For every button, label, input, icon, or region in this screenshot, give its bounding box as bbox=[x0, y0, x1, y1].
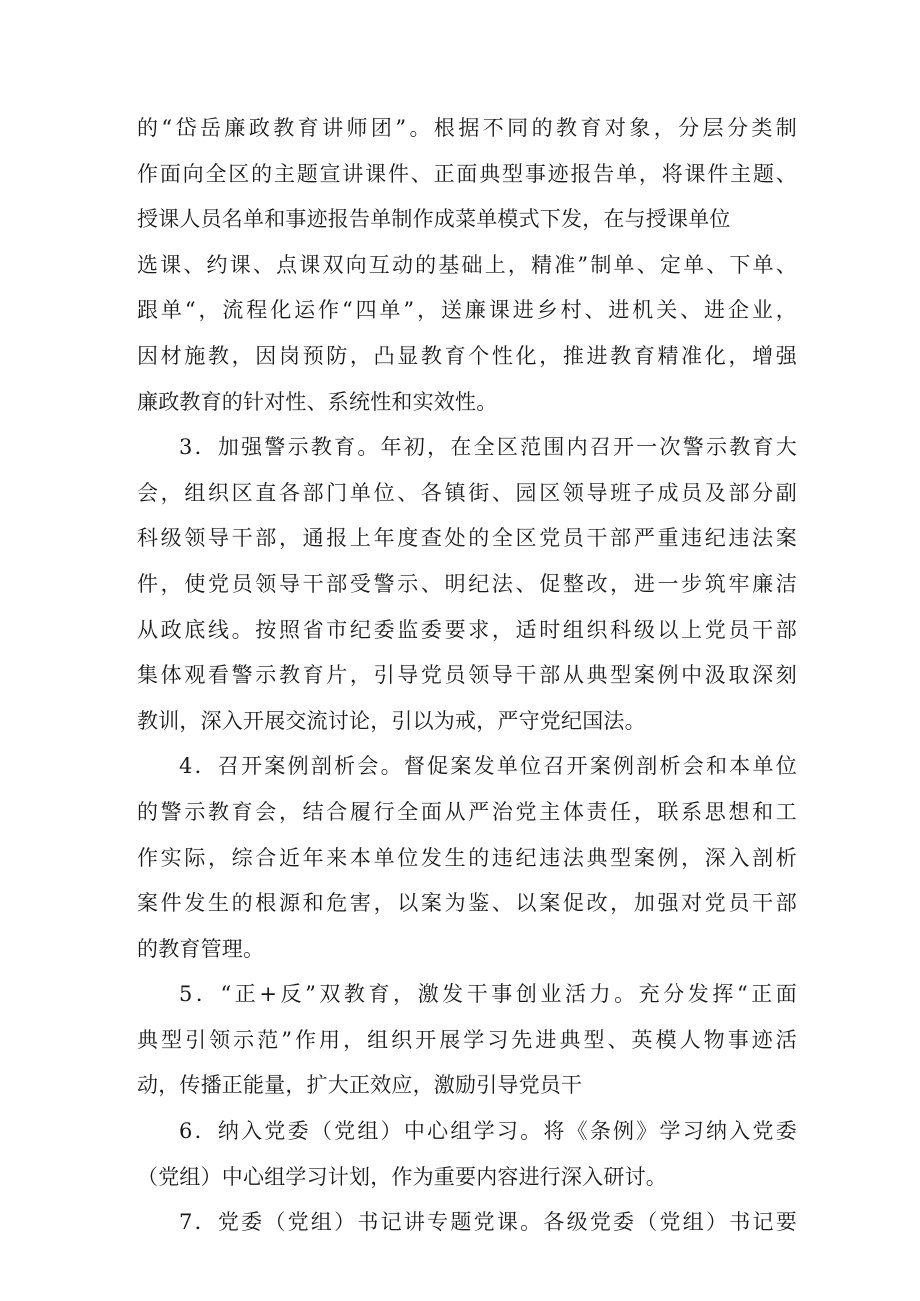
text-line: 的“岱岳廉政教育讲师团”。根据不同的教育对象，分层分类制 bbox=[137, 116, 797, 140]
text-line: 会，组织区直各部门单位、各镇街、园区领导班子成员及部分副 bbox=[137, 480, 797, 505]
text-line: 作面向全区的主题宣讲课件、正面典型事迹报告单，将课件主题、 bbox=[137, 161, 797, 186]
text-line: 典型引领示范”作用，组织开展学习先进典型、英模人物事迹活 bbox=[137, 1027, 797, 1052]
document-body bbox=[137, 106, 797, 1246]
text-line: 案件发生的根源和危害，以案为鉴、以案促改，加强对党员干部 bbox=[137, 891, 797, 916]
text-line: 4．召开案例剖析会。督促案发单位召开案例剖析会和本单位 bbox=[179, 754, 797, 779]
text-line: 选课、约课、点课双向互动的基础上，精准”制单、定单、下单、 bbox=[137, 252, 797, 277]
text-line: （党组）中心组学习计划，作为重要内容进行深入研讨。 bbox=[137, 1164, 667, 1189]
text-line: 教训，深入开展交流讨论，引以为戒，严守党纪国法。 bbox=[137, 708, 646, 733]
text-line: 授课人员名单和事迹报告单制作成菜单模式下发，在与授课单位 bbox=[137, 207, 731, 232]
text-line: 科级领导干部，通报上年度查处的全区党员干部严重违纪违法案 bbox=[137, 526, 797, 551]
text-line: 跟单“，流程化运作“四单”，送廉课进乡村、进机关、进企业， bbox=[137, 298, 797, 323]
text-line: 6．纳入党委（党组）中心组学习。将《条例》学习纳入党委 bbox=[179, 1119, 797, 1144]
text-line: 的教育管理。 bbox=[137, 936, 265, 961]
text-line: 件，使党员领导干部受警示、明纪法、促整改，进一步筑牢廉洁 bbox=[137, 571, 797, 596]
text-line: 作实际，综合近年来本单位发生的违纪违法典型案例，深入剖析 bbox=[137, 845, 797, 870]
text-line: 廉政教育的针对性、系统性和实效性。 bbox=[137, 389, 498, 414]
text-line: 因材施教，因岗预防，凸显教育个性化，推进教育精准化，增强 bbox=[137, 343, 797, 368]
text-line: 3．加强警示教育。年初，在全区范围内召开一次警示教育大 bbox=[179, 435, 797, 460]
text-line: 动，传播正能量，扩大正效应，激励引导党员干 bbox=[137, 1073, 583, 1098]
text-line: 7．党委（党组）书记讲专题党课。各级党委（党组）书记要 bbox=[179, 1210, 797, 1235]
text-line: 5．“正+反”双教育，激发干事创业活力。充分发挥“正面 bbox=[179, 982, 797, 1007]
text-line: 的警示教育会，结合履行全面从严治党主体责任，联系思想和工 bbox=[137, 799, 797, 824]
text-line: 从政底线。按照省市纪委监委要求，适时组织科级以上党员干部 bbox=[137, 617, 797, 642]
text-line: 集体观看警示教育片，引导党员领导干部从典型案例中汲取深刻 bbox=[137, 663, 797, 688]
